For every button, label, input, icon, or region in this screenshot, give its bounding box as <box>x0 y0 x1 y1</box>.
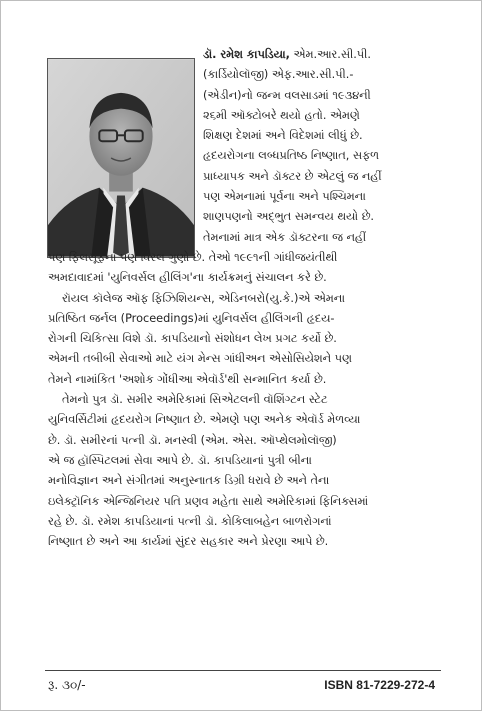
biography-paragraph-2 <box>48 289 438 390</box>
bio-line-14: પ્રતિષ્ઠિત જર્નલ (Proceedings)માં યુનિવર્સલ હીલિંગની હૃદય- <box>48 311 335 325</box>
price-label: રૂ. ૩૦/- <box>48 678 86 692</box>
bio-line-2: (કાર્ડિયોલૉજી) એફ.આર.સી.પી.- <box>203 68 354 82</box>
bio-line-18: તેમનો પુત્ર ડૉ. સમીર અમેરિકામાં સિએટલની વૉશિંગ્ટન સ્ટેટ <box>62 393 328 407</box>
bio-line-11: પણ ફિલસૂફના પણ વિરલ ગુણો છે. તેઓ ૧૯૯૧ની ગાંધીજયંતીથી <box>48 250 338 264</box>
bio-line-15: રોગની ચિકિત્સા વિશે ડૉ. કાપડિયાનો સંશોધન લેખ પ્રગટ કર્યો છે. <box>48 332 337 346</box>
bio-line-21: એ જ હૉસ્પિટલમાં સેવા આપે છે. ડૉ. કાપડિયાનાં પુત્રી બીના <box>48 453 312 467</box>
bio-line-3: (એડીન)નો જન્મ વલસાડમાં ૧૯૩૪ની <box>203 88 371 102</box>
biography-paragraph-1 <box>48 45 438 289</box>
bio-line-12: અમદાવાદમાં 'યુનિવર્સલ હીલિંગ'ના કાર્યક્રમનું સંચાલન કરે છે. <box>48 271 327 285</box>
bio-line-20: છે. ડૉ. સમીરનાં પત્ની ડૉ. મનસ્વી (એમ. એસ. ઑપ્થેલમોલૉજી) <box>48 433 337 447</box>
bio-line-23: ઇલેક્ટ્રૉનિક એન્જિનિયર પતિ પ્રણવ મહેતા સાથે અમેરિકામાં ફિનિક્સમાં <box>48 494 369 508</box>
biography-paragraph-3 <box>48 390 438 552</box>
bio-line-22: મનોવિજ્ઞાન અને સંગીતમાં અનુસ્નાતક ડિગ્રી ધરાવે છે અને તેના <box>48 474 330 488</box>
bio-line-19: યુનિવર્સિટીમાં હૃદયરોગ નિષ્ણાત છે. એમણે પણ અનેક એવૉર્ડ મેળવ્યા <box>48 413 361 427</box>
footer-divider <box>45 670 441 671</box>
bio-line-24: રહે છે. ડૉ. રમેશ કાપડિયાનાં પત્ની ડૉ. કોકિલાબહેન બાળરોગનાં <box>48 514 332 528</box>
bio-line-17: તેમને નામાંકિત 'અશોક ગોંધીઆ એવૉર્ડ'થી સન્માનિત કર્યા છે. <box>48 372 327 386</box>
bio-line-4: ૨૬મી ઑક્ટોબરે થયો હતો. એમણે <box>203 108 360 122</box>
bio-line-9: શાણપણનો અદ્ભુત સમન્વય થયો છે. <box>203 210 375 224</box>
bio-line-13: રૉયલ કૉલેજ ઑફ ફિઝિશિયન્સ, એડિનબરો(યુ.કે.)એ એમના <box>62 291 345 305</box>
isbn-label: ISBN 81-7229-272-4 <box>324 678 435 692</box>
bio-line-8: પણ એમનામાં પૂર્વના અને પશ્ચિમના <box>203 190 366 204</box>
author-name: ડૉ. રમેશ કાપડિયા, <box>203 48 290 61</box>
bio-line-16: એમની તબીબી સેવાઓ માટે યંગ મેન્સ ગાંધીઅન એસોસિયેશને પણ <box>48 352 352 366</box>
bio-line-25: નિષ્ણાત છે અને આ કાર્યમાં સુંદર સહકાર અને પ્રેરણા આપે છે. <box>48 535 329 549</box>
bio-line-1: ડૉ. રમેશ કાપડિયા, એમ.આર.સી.પી. <box>203 48 371 61</box>
bio-line-5: શિક્ષણ દેશમાં અને વિદેશમાં લીધું છે. <box>203 129 363 143</box>
bio-line-7: પ્રાધ્યાપક અને ડૉક્ટર છે એટલું જ નહીં <box>203 169 382 183</box>
bio-line-6: હૃદયરોગના લબ્ધપ્રતિષ્ઠ નિષ્ણાત, સફળ <box>203 149 379 163</box>
author-biography <box>48 45 438 552</box>
bio-line-10: તેમનામાં માત્ર એક ડૉક્ટરના જ નહીં <box>203 230 367 244</box>
